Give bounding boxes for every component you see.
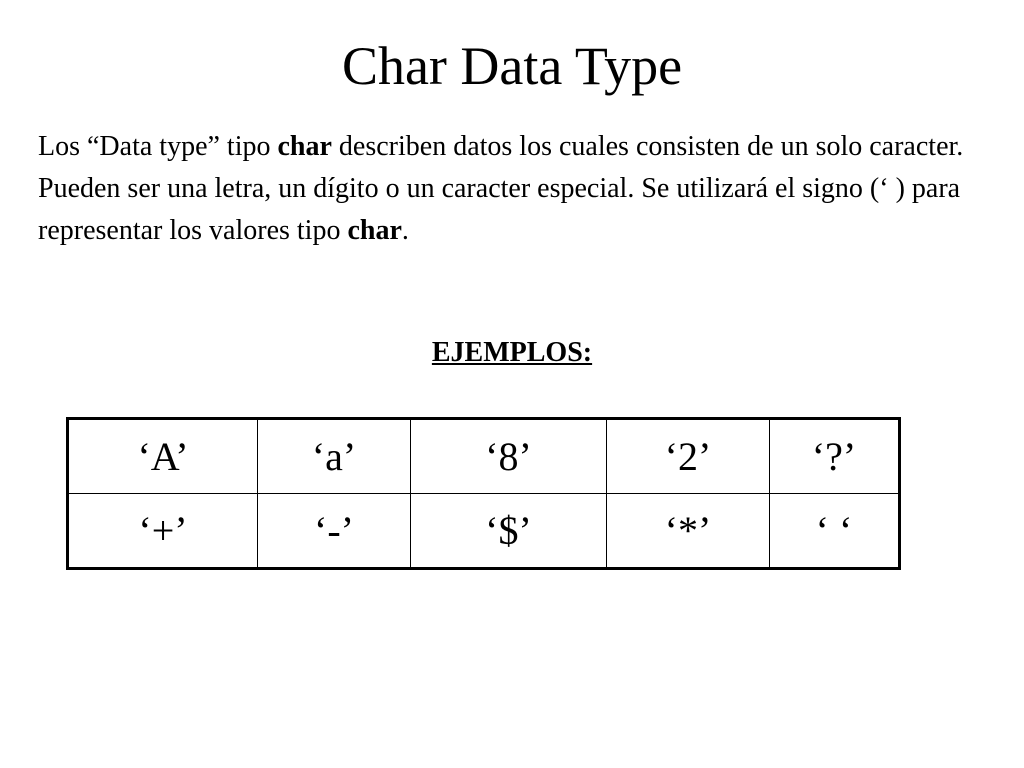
slide-title: Char Data Type (341, 36, 683, 96)
keyword-char-2: char (347, 215, 402, 246)
examples-heading: EJEMPLOS: (431, 337, 593, 368)
table-row (68, 419, 900, 494)
table-cell: ‘a’ (258, 419, 411, 494)
table-cell: ‘2’ (607, 419, 770, 494)
examples-table (66, 417, 901, 570)
table-cell: ‘$’ (411, 494, 607, 569)
table-row (68, 494, 900, 569)
table-cell: ‘ ‘ (770, 494, 900, 569)
table-cell: ‘8’ (411, 419, 607, 494)
description-paragraph (38, 126, 998, 252)
paragraph-text-1: Los “Data type” tipo (38, 131, 278, 162)
paragraph-text-3: . (401, 215, 409, 246)
table-cell: ‘+’ (68, 494, 258, 569)
table-cell: ‘?’ (770, 419, 900, 494)
table-cell: ‘-’ (258, 494, 411, 569)
paragraph-text-2: describen datos los cuales consisten de un solo caracter. Pueden ser una letra, un dígito o un caracter especial. Se utilizará el signo (‘ ) para representar los valores tipo (38, 131, 964, 246)
table-cell: ‘*’ (607, 494, 770, 569)
table-cell: ‘A’ (68, 419, 258, 494)
keyword-char: char (277, 131, 332, 162)
